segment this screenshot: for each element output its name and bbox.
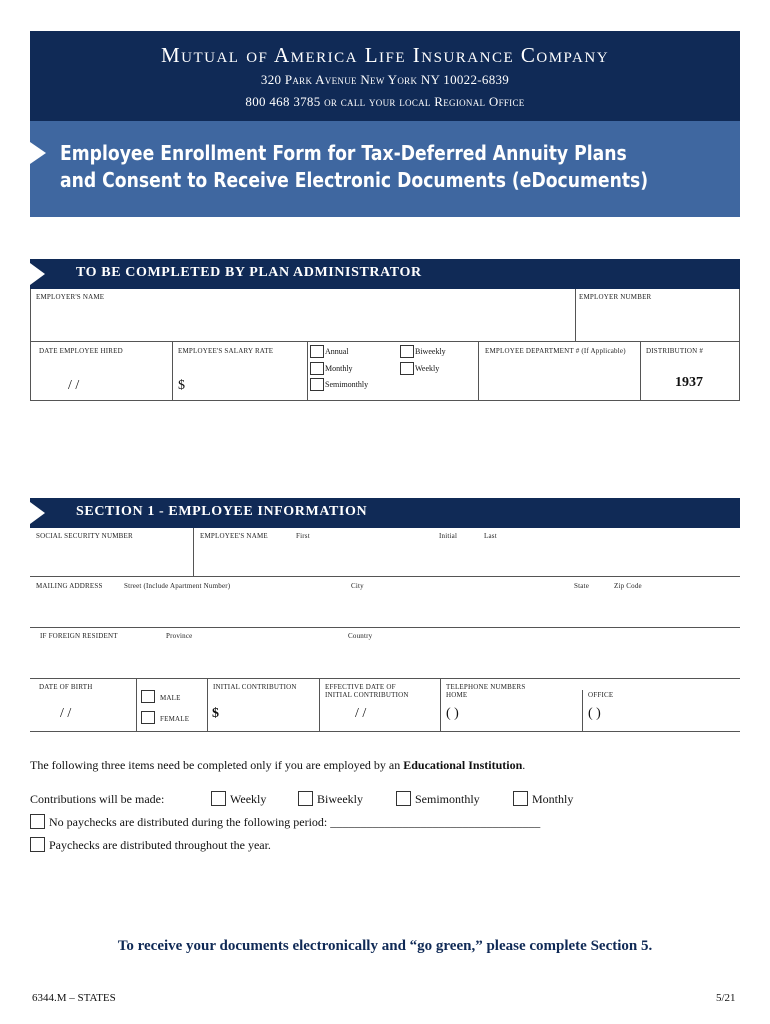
- home-phone-label: HOME: [446, 691, 468, 699]
- admin-divider: [172, 341, 173, 401]
- first-name-label: First: [296, 532, 310, 540]
- employer-name-label: EMPLOYER'S NAME: [36, 293, 105, 301]
- form-title-line1: Employee Enrollment Form for Tax-Deferred Annuity Plans: [60, 141, 627, 165]
- go-green-note: To receive your documents electronically and “go green,” please complete Section 5.: [117, 938, 653, 954]
- name-line: [30, 576, 740, 577]
- arrow-icon: [30, 142, 46, 164]
- semimonthly-checkbox[interactable]: [310, 378, 324, 391]
- biweekly-label: Biweekly: [415, 347, 446, 356]
- no-paychecks-label: No paychecks are distributed during the following period: ___________________________________: [49, 815, 541, 829]
- admin-divider: [640, 341, 641, 401]
- initial-contribution-label: INITIAL CONTRIBUTION: [213, 683, 297, 691]
- distribution-value: 1937: [675, 375, 703, 390]
- dob-field[interactable]: / /: [60, 706, 72, 721]
- education-intro-text: The following three items need be completed only if you are employed by an: [30, 758, 404, 772]
- female-checkbox[interactable]: [141, 711, 155, 724]
- effective-divider: [440, 678, 441, 732]
- contributions-label: Contributions will be made:: [30, 792, 165, 806]
- form-code: 6344.M – STATES: [32, 992, 116, 1004]
- admin-divider: [478, 341, 479, 401]
- effective-date-field[interactable]: / /: [355, 706, 367, 721]
- admin-section-title: TO BE COMPLETED BY PLAN ADMINISTRATOR: [76, 265, 422, 280]
- admin-divider: [307, 341, 308, 401]
- form-title-line2: and Consent to Receive Electronic Documents (eDocuments): [60, 168, 649, 192]
- office-phone-field[interactable]: ( ): [588, 706, 601, 721]
- ssn-label: SOCIAL SECURITY NUMBER: [36, 532, 133, 540]
- ssn-divider: [193, 528, 194, 576]
- gender-divider: [207, 678, 208, 732]
- address-line: [30, 627, 740, 628]
- salary-field[interactable]: $: [178, 378, 185, 393]
- form-title-band: [30, 121, 740, 217]
- throughout-year-label: Paychecks are distributed throughout the year.: [49, 838, 271, 852]
- company-phone: 800 468 3785 or call your local Regional Office: [245, 94, 525, 109]
- dob-label: DATE OF BIRTH: [39, 683, 93, 691]
- annual-label: Annual: [325, 347, 349, 356]
- last-name-label: Last: [484, 532, 497, 540]
- admin-border-left: [30, 289, 31, 401]
- admin-divider: [575, 289, 576, 341]
- state-label: State: [574, 582, 589, 590]
- weekly-contrib-checkbox[interactable]: [211, 791, 226, 806]
- annual-checkbox[interactable]: [310, 345, 324, 358]
- foreign-resident-label: IF FOREIGN RESIDENT: [40, 632, 118, 640]
- distribution-label: DISTRIBUTION #: [646, 347, 704, 355]
- male-checkbox[interactable]: [141, 690, 155, 703]
- section1-bar: [30, 498, 740, 528]
- effective-date-label-2: INITIAL CONTRIBUTION: [325, 691, 409, 699]
- section1-title: SECTION 1 - EMPLOYEE INFORMATION: [76, 504, 368, 519]
- education-intro: [30, 758, 525, 773]
- effective-date-label: EFFECTIVE DATE OF: [325, 683, 396, 691]
- biweekly-contrib-label: Biweekly: [317, 792, 363, 806]
- company-address: 320 Park Avenue New York NY 10022-6839: [260, 72, 510, 87]
- form-date: 5/21: [716, 992, 736, 1004]
- company-name: Mutual of America Life Insurance Company: [160, 43, 610, 67]
- monthly-contrib-label: Monthly: [532, 792, 574, 806]
- weekly-checkbox[interactable]: [400, 362, 414, 375]
- employer-number-label: EMPLOYER NUMBER: [579, 293, 652, 301]
- phone-divider: [582, 690, 583, 732]
- salary-rate-label: EMPLOYEE'S SALARY RATE: [178, 347, 274, 355]
- biweekly-checkbox[interactable]: [400, 345, 414, 358]
- contribution-divider: [319, 678, 320, 732]
- employee-name-label: EMPLOYEE'S NAME: [200, 532, 268, 540]
- mailing-address-label: MAILING ADDRESS: [36, 582, 103, 590]
- city-label: City: [351, 582, 364, 590]
- street-label: Street (Include Apartment Number): [124, 582, 231, 590]
- male-label: MALE: [160, 694, 181, 702]
- admin-bottom-line: [30, 400, 740, 401]
- date-hired-field[interactable]: / /: [68, 378, 80, 393]
- weekly-label: Weekly: [415, 364, 440, 373]
- semimonthly-label: Semimonthly: [325, 380, 369, 389]
- monthly-contrib-checkbox[interactable]: [513, 791, 528, 806]
- education-intro-end: .: [522, 758, 526, 772]
- semimonthly-contrib-checkbox[interactable]: [396, 791, 411, 806]
- office-phone-label: OFFICE: [588, 691, 614, 699]
- biweekly-contrib-checkbox[interactable]: [298, 791, 313, 806]
- company-header: [30, 31, 740, 121]
- date-hired-label: DATE EMPLOYEE HIRED: [39, 347, 123, 355]
- education-intro-bold: Educational Institution: [403, 758, 523, 772]
- arrow-icon: [30, 263, 45, 285]
- arrow-icon: [30, 502, 45, 524]
- initial-label: Initial: [439, 532, 458, 540]
- weekly-contrib-label: Weekly: [230, 792, 267, 806]
- semimonthly-contrib-label: Semimonthly: [415, 792, 480, 806]
- admin-border-right: [739, 289, 740, 401]
- dob-row-line: [30, 731, 740, 732]
- female-label: FEMALE: [160, 715, 190, 723]
- admin-section-bar: [30, 259, 740, 289]
- home-phone-field[interactable]: ( ): [446, 706, 459, 721]
- throughout-year-checkbox[interactable]: [30, 837, 45, 852]
- telephone-label: TELEPHONE NUMBERS: [446, 683, 526, 691]
- monthly-label: Monthly: [325, 364, 353, 373]
- department-label: EMPLOYEE DEPARTMENT # (If Applicable): [485, 347, 626, 355]
- initial-contribution-field[interactable]: $: [212, 706, 219, 721]
- country-label: Country: [348, 632, 373, 640]
- monthly-checkbox[interactable]: [310, 362, 324, 375]
- province-label: Province: [166, 632, 193, 640]
- dob-divider: [136, 678, 137, 732]
- zip-label: Zip Code: [614, 582, 642, 590]
- admin-row-divider: [30, 341, 740, 342]
- no-paychecks-checkbox[interactable]: [30, 814, 45, 829]
